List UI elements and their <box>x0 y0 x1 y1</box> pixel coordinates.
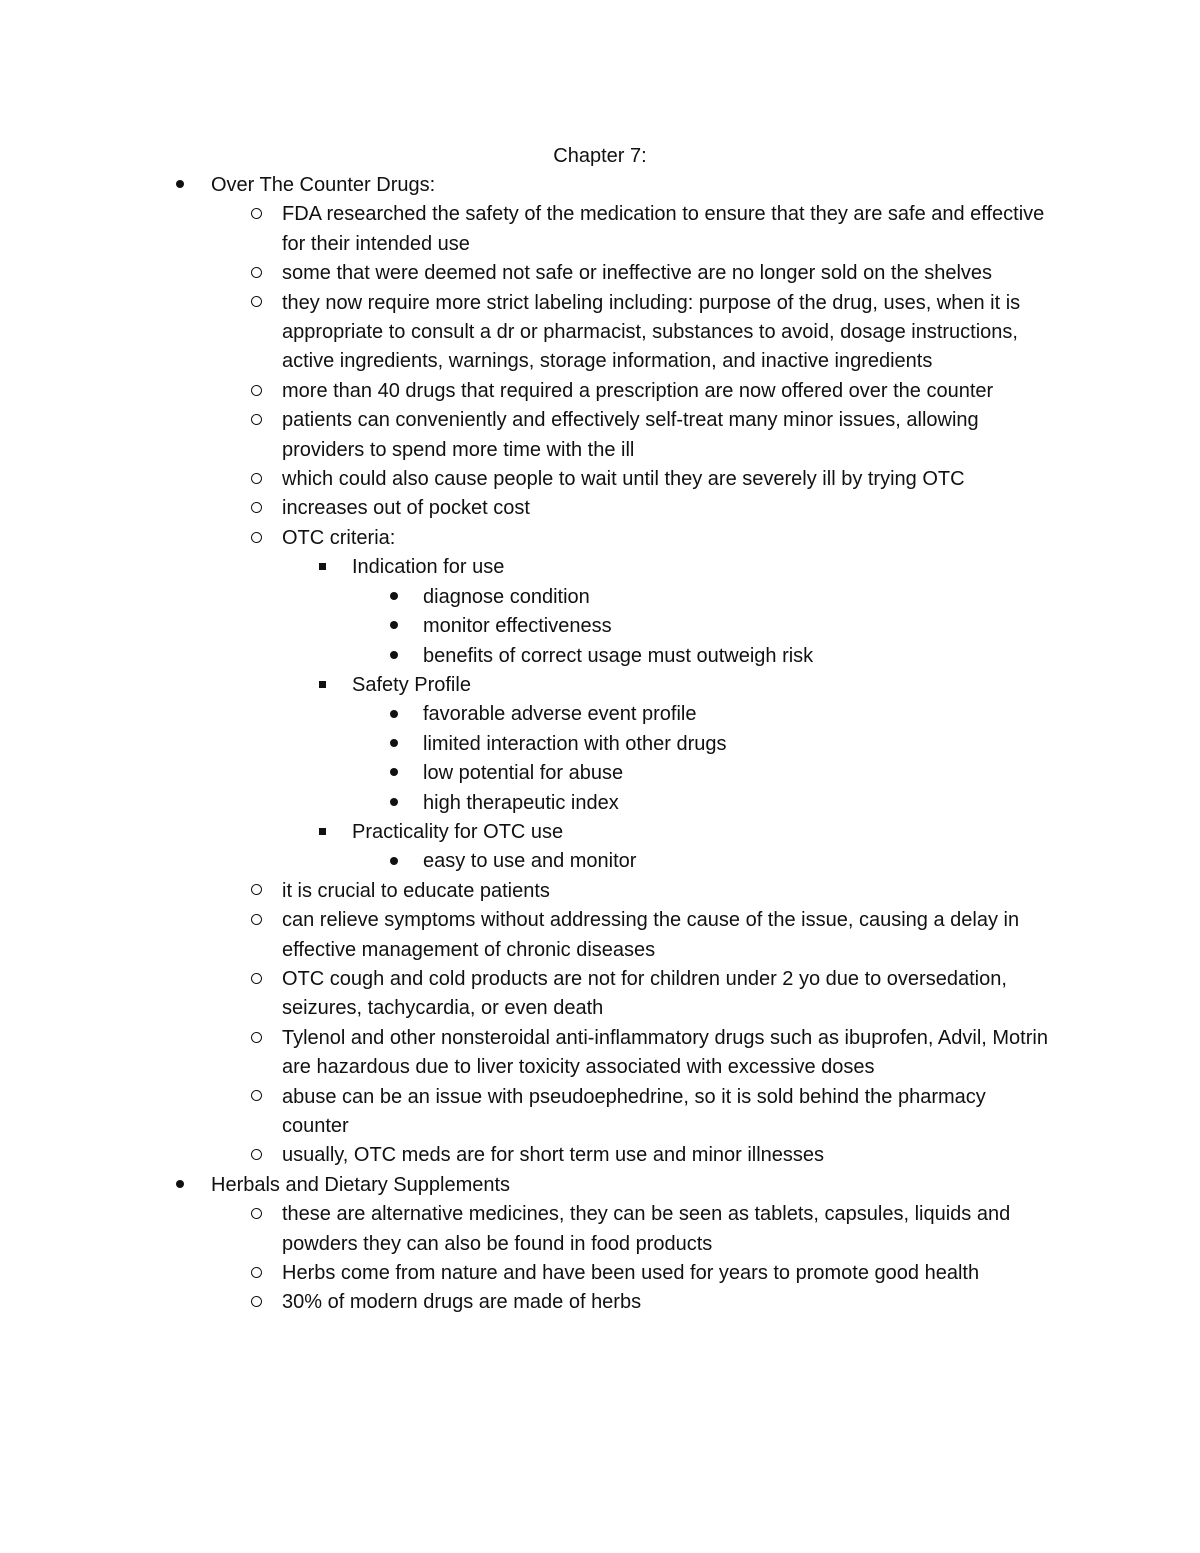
list-item-text: usually, OTC meds are for short term use and minor illnesses <box>282 1144 825 1167</box>
list-item-text: 30% of modern drugs are made of herbs <box>282 1291 642 1314</box>
list-item-text: some that were deemed not safe or ineffective are no longer sold on the shelves <box>282 262 993 285</box>
list-item-text: abuse can be an issue with pseudoephedrine, so it is sold behind the pharmacy counter <box>282 1085 986 1137</box>
criteria-point <box>0 700 1063 729</box>
bullet-dot-icon <box>170 1171 190 1200</box>
list-item <box>0 1288 1057 1317</box>
bullet-circle-icon <box>244 1259 268 1288</box>
list-item <box>0 1024 1057 1083</box>
criteria-point <box>0 789 1063 818</box>
criteria-point-text: benefits of correct usage must outweigh risk <box>423 644 814 667</box>
bullet-dot-icon <box>384 847 404 876</box>
list-item-text: increases out of pocket cost <box>282 497 530 520</box>
list-item-text: patients can conveniently and effectively self-treat many minor issues, allowing providers to spend more time with the ill <box>282 409 979 461</box>
criteria-point <box>0 642 1063 671</box>
criteria-label: Practicality for OTC use <box>352 820 564 843</box>
criteria-point <box>0 759 1063 788</box>
bullet-circle-icon <box>244 465 268 494</box>
list-item-text: it is crucial to educate patients <box>282 879 550 902</box>
bullet-circle-icon <box>244 1141 268 1170</box>
bullet-dot-icon <box>384 583 404 612</box>
list-item-text: they now require more strict labeling including: purpose of the drug, uses, when it is appropriate to consult a dr or pharmacist, substances to avoid, dosage instructions, active ingredients, warnings, storage information, and inactive ingredients <box>282 291 1021 373</box>
bullet-circle-icon <box>244 494 268 523</box>
section-heading-text: Over The Counter Drugs: <box>211 174 436 196</box>
bullet-dot-icon <box>384 730 404 759</box>
list-item <box>0 406 1057 465</box>
criteria-point-text: easy to use and monitor <box>423 850 637 873</box>
criteria-point-text: low potential for abuse <box>423 762 624 785</box>
list-item-text: these are alternative medicines, they can be seen as tablets, capsules, liquids and powders they can also be found in food products <box>282 1203 1011 1255</box>
criteria-item-practicality <box>0 818 1052 847</box>
list-item <box>0 465 1057 494</box>
list-item-text: more than 40 drugs that required a prescription are now offered over the counter <box>282 379 994 402</box>
section-heading-otc <box>0 171 1051 200</box>
page-title: Chapter 7: <box>553 145 647 167</box>
criteria-point-text: high therapeutic index <box>423 791 619 814</box>
criteria-label: Indication for use <box>352 556 505 579</box>
bullet-circle-icon <box>244 259 268 288</box>
section-heading-herbals <box>0 1171 1051 1200</box>
list-item-text: OTC cough and cold products are not for children under 2 yo due to oversedation, seizures, tachycardia, or even death <box>282 967 1007 1020</box>
bullet-circle-icon <box>244 1083 268 1112</box>
bullet-circle-icon <box>244 877 268 906</box>
bullet-circle-icon <box>244 200 268 229</box>
bullet-square-icon <box>312 671 332 700</box>
criteria-label: Safety Profile <box>352 673 471 696</box>
list-item <box>0 877 1057 906</box>
list-item-text: FDA researched the safety of the medication to ensure that they are safe and effective for their intended use <box>282 203 1045 255</box>
bullet-dot-icon <box>384 612 404 641</box>
bullet-dot-icon <box>384 642 404 671</box>
bullet-circle-icon <box>244 1288 268 1317</box>
list-item <box>0 200 1057 259</box>
document-body <box>0 171 1200 1318</box>
list-item-text: which could also cause people to wait until they are severely ill by trying OTC <box>282 468 965 491</box>
criteria-point-text: favorable adverse event profile <box>423 703 697 726</box>
criteria-item-indication <box>0 553 1052 582</box>
list-item <box>0 289 1057 377</box>
list-item <box>0 259 1057 288</box>
criteria-point <box>0 583 1063 612</box>
list-item <box>0 906 1057 965</box>
bullet-circle-icon <box>244 906 268 935</box>
bullet-circle-icon <box>244 289 268 318</box>
list-item <box>0 377 1057 406</box>
list-item-text: Tylenol and other nonsteroidal anti-inflammatory drugs such as ibuprofen, Advil, Motrin are hazardous due to liver toxicity associated with excessive doses <box>282 1026 1048 1079</box>
criteria-point <box>0 847 1063 876</box>
list-item-text: OTC criteria: <box>282 526 396 549</box>
bullet-circle-icon <box>244 377 268 406</box>
bullet-circle-icon <box>244 524 268 553</box>
bullet-dot-icon <box>384 700 404 729</box>
bullet-circle-icon <box>244 406 268 435</box>
list-item <box>0 1259 1057 1288</box>
list-item <box>0 1083 1057 1142</box>
list-item-text: can relieve symptoms without addressing the cause of the issue, causing a delay in effective management of chronic diseases <box>282 909 1020 961</box>
bullet-square-icon <box>312 818 332 847</box>
criteria-point-text: diagnose condition <box>423 585 590 608</box>
bullet-dot-icon <box>384 759 404 788</box>
list-item <box>0 965 1057 1024</box>
bullet-dot-icon <box>384 789 404 818</box>
list-item <box>0 494 1057 523</box>
bullet-square-icon <box>312 553 332 582</box>
criteria-point-text: limited interaction with other drugs <box>423 732 727 755</box>
list-item <box>0 1141 1057 1170</box>
section-heading-text: Herbals and Dietary Supplements <box>211 1173 511 1196</box>
bullet-circle-icon <box>244 1024 268 1053</box>
criteria-point-text: monitor effectiveness <box>423 615 612 638</box>
bullet-circle-icon <box>244 965 268 994</box>
list-item <box>0 1200 1057 1259</box>
bullet-circle-icon <box>244 1200 268 1229</box>
criteria-point <box>0 612 1063 641</box>
criteria-point <box>0 730 1063 759</box>
criteria-item-safety <box>0 671 1052 700</box>
list-item-otc-criteria <box>0 524 1057 553</box>
bullet-dot-icon <box>170 171 190 200</box>
list-item-text: Herbs come from nature and have been used for years to promote good health <box>282 1262 980 1285</box>
